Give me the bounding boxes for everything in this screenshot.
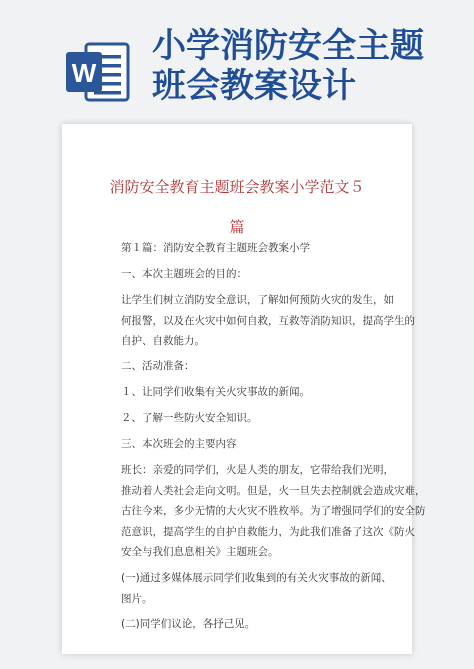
document-title [82, 167, 392, 247]
paragraph [121, 434, 377, 455]
word-doc-icon [62, 38, 134, 110]
word-icon-letter: W [71, 58, 97, 88]
paragraph-line: 三、本次班会的主要内容 [121, 438, 237, 450]
document-title-line: 篇 [229, 218, 245, 236]
paragraph-line: 班长：亲爱的同学们，火是人类的朋友，它带给我们光明， [121, 464, 394, 476]
banner-title-line: 小学消防安全主题 [152, 26, 424, 66]
paragraph [121, 382, 377, 403]
paragraph-line: 让学生们树立消防安全意识，了解如何预防火灾的发生，如 [121, 294, 394, 306]
document-page [62, 124, 426, 654]
paragraph-line: 一、本次主题班会的目的： [121, 268, 247, 280]
paragraph [121, 614, 377, 635]
paragraph [121, 238, 377, 259]
paragraph-line: １、让同学们收集有关火灾事故的新闻。 [121, 386, 310, 398]
paragraph [121, 408, 377, 429]
paragraph-line: (二)同学们议论，各抒己见。 [121, 618, 256, 630]
paragraph-line: (一)通过多媒体展示同学们收集到的有关火灾事故的新闻、 [121, 572, 392, 584]
paragraph-line: 自护、自救能力。 [121, 335, 205, 347]
paragraph [121, 356, 377, 377]
document-title-line: 消防安全教育主题班会教案小学范文５ [109, 178, 365, 196]
paragraph-line: 推动着人类社会走向文明。但是，火一旦失去控制就会造成灾难， [121, 484, 426, 497]
paragraph-line: 何报警，以及在火灾中如何自救，互救等消防知识，提高学生的 [121, 314, 415, 327]
paragraph [121, 264, 377, 285]
paragraph-line: 古往今来，多少无情的大火灾不胜枚举。为了增强同学们的安全防 [121, 505, 426, 517]
paragraph-line: 第１篇：消防安全教育主题班会教案小学 [121, 242, 310, 254]
banner-title [152, 26, 424, 106]
paragraph-line: 图片。 [121, 592, 153, 605]
paragraph-line: 范意识，提高学生的自护自救能力，为此我们准备了这次《防火 [121, 525, 415, 538]
banner-title-line: 班会教案设计 [152, 66, 356, 106]
paragraph-line: 安全与我们息息相关》主题班会。 [121, 546, 279, 558]
paragraph [121, 290, 415, 352]
paragraph-line: 二、活动准备： [121, 360, 195, 372]
banner [0, 0, 474, 112]
paragraph-line: ２、了解一些防火安全知识。 [121, 412, 258, 424]
paragraph [121, 568, 392, 609]
paragraph [121, 460, 426, 563]
